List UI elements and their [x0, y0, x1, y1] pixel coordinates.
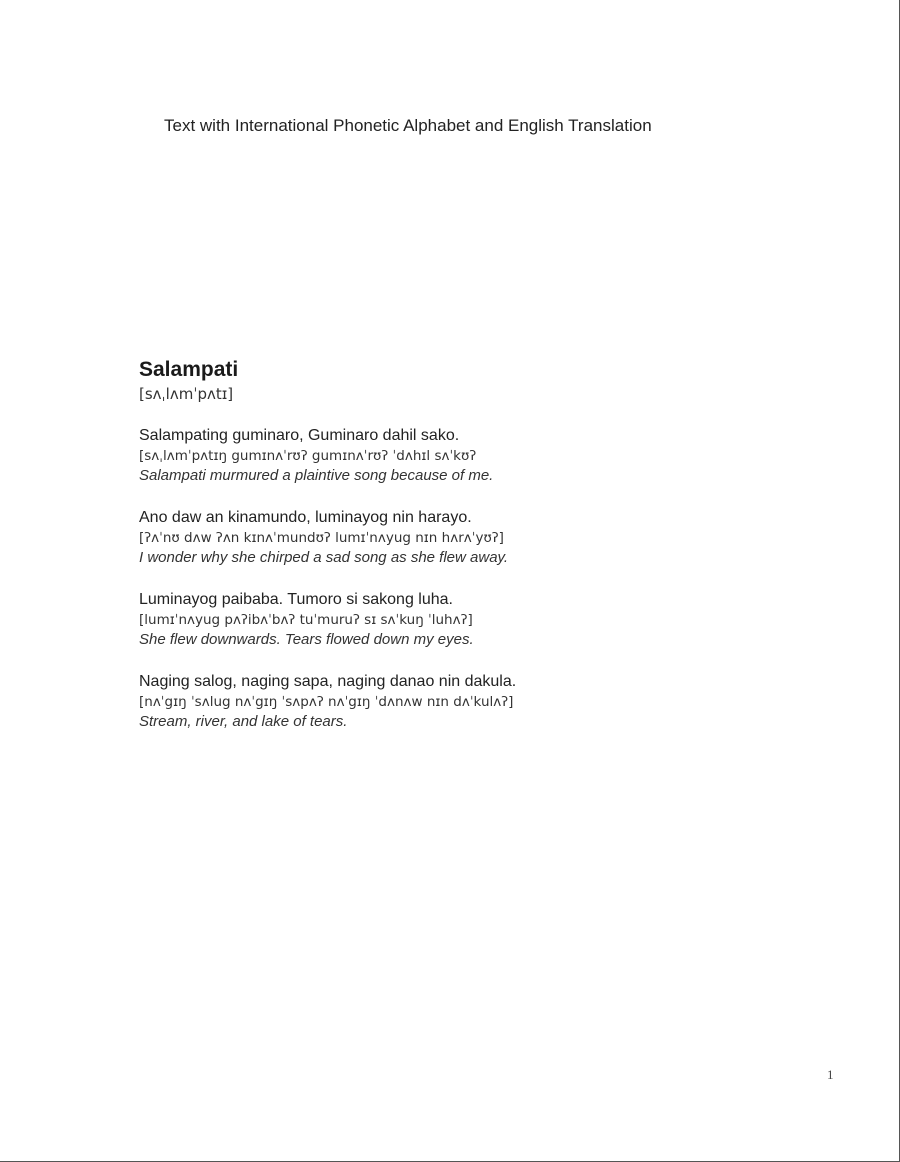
lyric-line: Luminayog paibaba. Tumoro si sakong luha.	[139, 591, 453, 608]
lyric-ipa: [ʔʌˈnʊ dʌw ʔʌn kɪnʌˈmundʊʔ lumɪˈnʌyug nɪn hʌrʌˈyʊʔ]	[139, 530, 504, 546]
document-heading: Text with International Phonetic Alphabet and English Translation	[164, 116, 652, 135]
lyric-ipa: [nʌˈgɪŋ ˈsʌlug nʌˈgɪŋ ˈsʌpʌʔ nʌˈgɪŋ ˈdʌnʌw nɪn dʌˈkulʌʔ]	[139, 694, 514, 710]
song-title-ipa: [sʌˌlʌmˈpʌtɪ]	[139, 385, 234, 403]
stanza-4	[139, 672, 839, 732]
stanza-1	[139, 426, 839, 486]
lyric-translation: I wonder why she chirped a sad song as she flew away.	[139, 549, 509, 566]
lyric-ipa: [sʌˌlʌmˈpʌtɪŋ gumɪnʌˈrʊʔ gumɪnʌˈrʊʔ ˈdʌhɪl sʌˈkʊʔ	[139, 448, 477, 464]
lyric-translation: Salampati murmured a plaintive song because of me.	[139, 467, 494, 484]
stanza-3	[139, 590, 839, 650]
lyric-line: Ano daw an kinamundo, luminayog nin harayo.	[139, 509, 472, 526]
lyric-translation: She flew downwards. Tears flowed down my eyes.	[139, 631, 474, 648]
page-number: 1	[827, 1067, 834, 1082]
song-section	[139, 357, 839, 732]
lyric-translation: Stream, river, and lake of tears.	[139, 713, 348, 730]
lyric-ipa: [lumɪˈnʌyug pʌʔibʌˈbʌʔ tuˈmuruʔ sɪ sʌˈkuŋ ˈluhʌʔ]	[139, 612, 473, 628]
song-title: Salampati	[139, 358, 239, 381]
lyric-line: Salampating guminaro, Guminaro dahil sako.	[139, 427, 460, 444]
lyric-line: Naging salog, naging sapa, naging danao nin dakula.	[139, 673, 517, 690]
stanza-2	[139, 508, 839, 568]
